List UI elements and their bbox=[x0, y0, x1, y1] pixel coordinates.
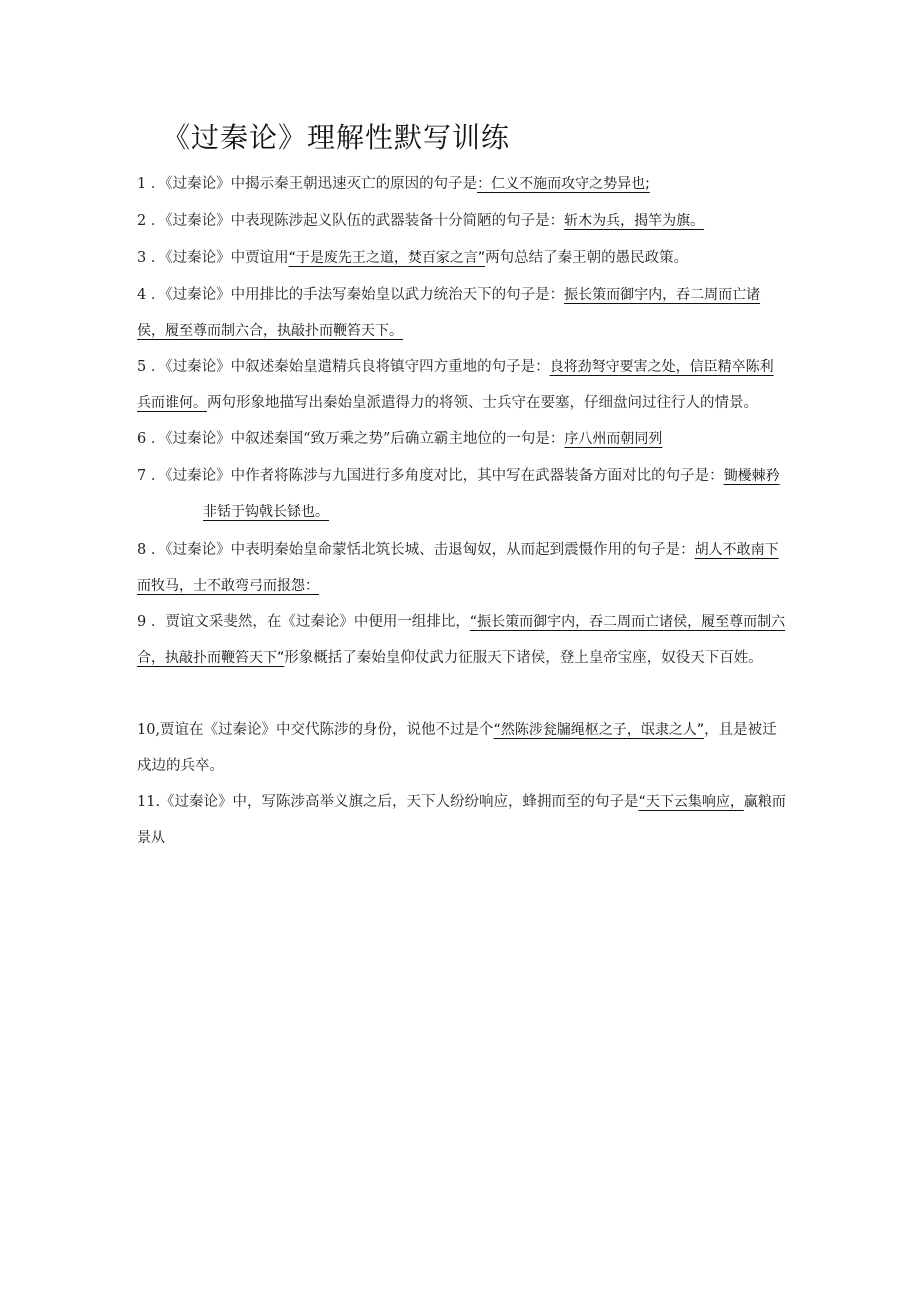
question-6 bbox=[137, 421, 787, 457]
question-text: 3 ．《过秦论》中贾谊用 bbox=[137, 250, 289, 266]
question-text-after: ，且是被迁戍边的兵卒。 bbox=[137, 722, 777, 774]
answer-text-2: 非铦于钩戟长铩也。 bbox=[203, 504, 329, 520]
question-text: 2 ．《过秦论》中表现陈涉起义队伍的武器装备十分简陋的句子是： bbox=[137, 213, 565, 229]
question-text: 5 ．《过秦论》中叙述秦始皇遣精兵良将镇守四方重地的句子是： bbox=[137, 359, 550, 375]
answer-text: 良将劲弩守要害之处，信臣精卒陈利兵而谁何。 bbox=[137, 359, 774, 411]
question-text: 9 ．贾谊文采斐然，在《过秦论》中便用一组排比， bbox=[137, 614, 470, 630]
answer-text: “振长策而御宇内，吞二周而亡诸侯，履至尊而制六合，执敲扑而鞭笞天下” bbox=[137, 614, 786, 666]
question-text: 1 ．《过秦论》中揭示秦王朝迅速灭亡的原因的句子是 bbox=[137, 176, 478, 192]
answer-text: 序八州而朝同列 bbox=[564, 431, 663, 447]
question-text-after: 两句形象地描写出秦始皇派遣得力的将领、士兵守在要塞，仔细盘问过往行人的情景。 bbox=[207, 395, 758, 411]
question-7 bbox=[137, 458, 787, 530]
answer-text: “于是废先王之道，焚百家之言” bbox=[288, 250, 486, 266]
answer-tail: 赢粮而景从 bbox=[137, 794, 786, 846]
question-text: 11.《过秦论》中，写陈涉高举义旗之后，天下人纷纷响应，蜂拥而至的句子是 bbox=[137, 794, 639, 810]
question-1 bbox=[137, 166, 787, 202]
question-10 bbox=[137, 712, 787, 784]
question-text: 4 ．《过秦论》中用排比的手法写秦始皇以武力统治天下的句子是： bbox=[137, 287, 565, 303]
question-text: 6 ．《过秦论》中叙述秦国“致万乘之势”后确立霸主地位的一句是： bbox=[137, 431, 565, 447]
question-11 bbox=[137, 784, 787, 856]
question-4 bbox=[137, 277, 787, 349]
question-8 bbox=[137, 532, 787, 604]
answer-text: 振长策而御宇内，吞二周而亡诸侯，履至尊而制六合，执敲扑而鞭笞天下。 bbox=[137, 287, 761, 339]
question-text: 7 ．《过秦论》中作者将陈涉与九国进行多角度对比，其中写在武器装备方面对比的句子是： bbox=[137, 468, 724, 484]
question-text-after: 形象概括了秦始皇仰仗武力征服天下诸侯，登上皇帝宝座，奴役天下百姓。 bbox=[284, 650, 763, 666]
question-9 bbox=[137, 604, 787, 676]
question-5 bbox=[137, 349, 787, 421]
answer-text: “然陈涉瓮牖绳枢之子，氓隶之人” bbox=[493, 722, 705, 738]
answer-text: “天下云集响应， bbox=[638, 794, 744, 810]
question-text: 8 ．《过秦论》中表明秦始皇命蒙恬北筑长城、击退匈奴，从而起到震慑作用的句子是： bbox=[137, 542, 695, 558]
question-2 bbox=[137, 203, 787, 239]
document-title: 《过秦论》理解性默写训练 bbox=[162, 121, 511, 154]
answer-text: 斩木为兵，揭竿为旗。 bbox=[564, 213, 705, 229]
question-text-after: 两句总结了秦王朝的愚民政策。 bbox=[485, 250, 689, 266]
question-text: 10,贾谊在《过秦论》中交代陈涉的身份，说他不过是个 bbox=[137, 722, 494, 738]
answer-text: ：仁义不施而攻守之势异也; bbox=[477, 176, 650, 192]
answer-text: 胡人不敢南下而牧马，士不敢弯弓而报怨： bbox=[137, 542, 779, 594]
question-3 bbox=[137, 240, 787, 276]
answer-text: 锄櫌棘矜 bbox=[723, 468, 780, 484]
